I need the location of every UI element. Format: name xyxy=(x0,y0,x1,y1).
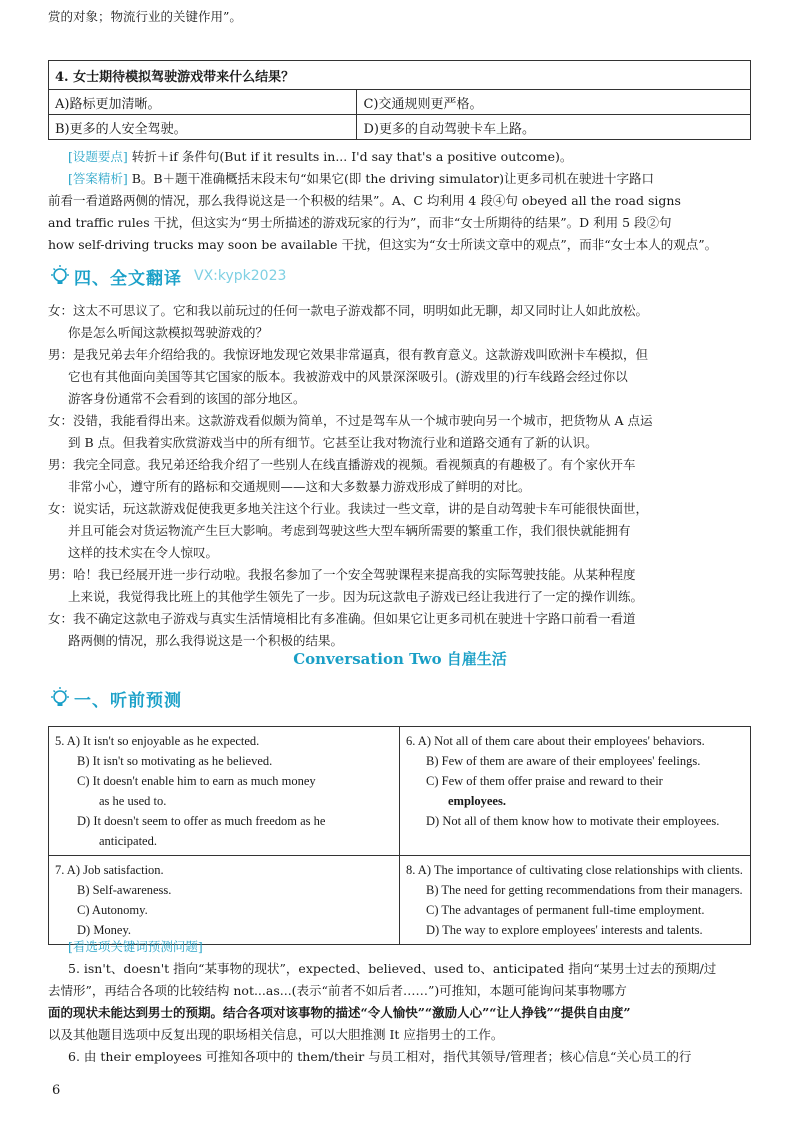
q6-option-c-cont: employees. xyxy=(448,794,506,808)
conversation-title: Conversation Two 自雇生活 xyxy=(293,650,507,668)
q5-option-a: 5. A) It isn't so enjoyable as he expected. xyxy=(55,734,260,748)
q8-option-c: C) The advantages of permanent full-time employment. xyxy=(426,903,705,917)
translation-line: 游客身份通常不会看到的该国的部分地区。 xyxy=(68,391,306,406)
lightbulb-icon xyxy=(48,686,72,710)
q4-option-c: C)交通规则更严格。 xyxy=(357,90,751,115)
keyword-p5-line: 面的现状未能达到男士的预期。结合各项对该事物的描述“令人愉快”“激励人心”“让人挣钱”“提供自由度” xyxy=(48,1005,631,1020)
q5-option-d: D) It doesn't seem to offer as much freedom as he xyxy=(77,814,326,828)
translation-line: 女：说实话，玩这款游戏促使我更多地关注这个行业。我读过一些文章，讲的是自动驾驶卡车可能很快面世， xyxy=(48,501,649,516)
keyword-p6-line: 6. 由 their employees 可推知各项中的 them/their 与员工相对，指代其领导/管理者；核心信息“关心员工的行 xyxy=(68,1049,692,1064)
lightbulb-icon xyxy=(48,264,72,288)
prediction-table xyxy=(48,726,751,945)
q7-option-a: 7. A) Job satisfaction. xyxy=(55,863,164,877)
section-title: 四、全文翻译 xyxy=(74,268,182,289)
q8-option-b: B) The need for getting recommendations from their managers. xyxy=(426,883,743,897)
translation-line: 女：我不确定这款电子游戏与真实生活情境相比有多准确。但如果它让更多司机在驶进十字路口前看一看道 xyxy=(48,611,636,626)
watermark: VX:kypk2023 xyxy=(194,268,287,284)
translation-line: 这样的技术实在令人惊叹。 xyxy=(68,545,219,560)
section-prediction-header xyxy=(48,686,182,710)
translation-line: 上来说，我觉得我比班上的其他学生领先了一步。因为玩这款电子游戏已经让我进行了一定的操作训练。 xyxy=(68,589,644,604)
q4-option-b: B)更多的人安全驾驶。 xyxy=(49,115,357,140)
q7-option-c: C) Autonomy. xyxy=(77,903,148,917)
q5-option-c-cont: as he used to. xyxy=(99,794,167,808)
q8-option-a: 8. A) The importance of cultivating close relationships with clients. xyxy=(406,863,743,877)
q6-option-a: 6. A) Not all of them care about their employees' behaviors. xyxy=(406,734,705,748)
translation-line: 它也有其他面向美国等其它国家的版本。我被游戏中的风景深深吸引。(游戏里的)行车线路会经过你以 xyxy=(68,369,628,384)
q4-option-d: D)更多的自动驾驶卡车上路。 xyxy=(357,115,751,140)
translation-line: 男：是我兄弟去年介绍给我的。我惊讶地发现它效果非常逼真，很有教育意义。这款游戏叫欧洲卡车模拟，但 xyxy=(48,347,649,362)
section-full-translation-header xyxy=(48,264,286,288)
answer-line-1: [答案精析] B。B＋题干准确概括末段末句“如果它(即 the driving simulator)让更多司机在驶进十字路口 xyxy=(68,171,655,186)
keyword-p5-line: 5. isn't、doesn't 指向“某事物的现状”，expected、believed、used to、anticipated 指向“某男士过去的预期/过 xyxy=(68,961,717,976)
translation-line: 你是怎么听闻这款模拟驾驶游戏的？ xyxy=(68,325,269,340)
answer-line-4: how self-driving trucks may soon be available 干扰，但这实为“女士所读文章中的观点”，而非“女士本人的观点”。 xyxy=(48,237,718,252)
answer-label: [答案精析] xyxy=(68,171,128,186)
q6-cell xyxy=(400,727,751,856)
translation-line: 男：我完全同意。我兄弟还给我介绍了一些别人在线直播游戏的视频。看视频真的有趣极了。有个家伙开车 xyxy=(48,457,636,472)
keyword-label: [看选项关键词预测问题] xyxy=(68,939,203,954)
q4-question: 4. 女士期待模拟驾驶游戏带来什么结果？ xyxy=(49,61,751,90)
q5-option-d-cont: anticipated. xyxy=(99,834,157,848)
translation-line: 并且可能会对货运物流产生巨大影响。考虑到驾驶这些大型车辆所需要的繁重工作，我们很快就能拥有 xyxy=(68,523,631,538)
q4-option-a: A)路标更加清晰。 xyxy=(49,90,357,115)
q4-table xyxy=(48,60,751,140)
translation-line: 女：没错，我能看得出来。这款游戏看似颇为简单，不过是驾车从一个城市驶向另一个城市，把货物从 A 点运 xyxy=(48,413,653,428)
q8-cell xyxy=(400,856,751,945)
translation-line: 男：哈！我已经展开进一步行动啦。我报名参加了一个安全驾驶课程来提高我的实际驾驶技能。从某种程度 xyxy=(48,567,636,582)
section-title: 一、听前预测 xyxy=(74,690,182,711)
q5-option-b: B) It isn't so motivating as he believed. xyxy=(77,754,273,768)
q6-option-c: C) Few of them offer praise and reward to their xyxy=(426,774,663,788)
q7-option-b: B) Self-awareness. xyxy=(77,883,172,897)
translation-line: 非常小心，遵守所有的路标和交通规则——这和大多数暴力游戏形成了鲜明的对比。 xyxy=(68,479,531,494)
translation-line: 到 B 点。但我着实欣赏游戏当中的所有细节。它甚至让我对物流行业和道路交通有了新的认识。 xyxy=(68,435,598,450)
keyword-p5-line: 以及其他题目选项中反复出现的职场相关信息，可以大胆推测 It 应指男士的工作。 xyxy=(48,1027,504,1042)
q7-option-d: D) Money. xyxy=(77,923,132,937)
q7-cell xyxy=(49,856,400,945)
q6-option-b: B) Few of them are aware of their employees' feelings. xyxy=(426,754,701,768)
answer-line-2: 前看一看道路两侧的情况，那么我得说这是一个积极的结果”。A、C 均利用 4 段④句 obeyed all the road signs xyxy=(48,193,681,208)
design-label: [设题要点] xyxy=(68,149,128,164)
top-line: 赏的对象；物流行业的关键作用”。 xyxy=(48,9,242,24)
keyword-p5-line: 去情形”，再结合各项的比较结构 not...as...(表示“前者不如后者……”)可推知，本题可能询问某事物哪方 xyxy=(48,983,627,998)
q8-option-d: D) The way to explore employees' interests and talents. xyxy=(426,923,703,937)
translation-line: 女：这太不可思议了。它和我以前玩过的任何一款电子游戏都不同，明明如此无聊，却又同时让人如此放松。 xyxy=(48,303,649,318)
q5-cell xyxy=(49,727,400,856)
q5-option-c: C) It doesn't enable him to earn as much money xyxy=(77,774,316,788)
design-points xyxy=(68,146,572,167)
page-number: 6 xyxy=(52,1083,61,1098)
q6-option-d: D) Not all of them know how to motivate their employees. xyxy=(426,814,720,828)
answer-line-3: and traffic rules 干扰，但这实为“男士所描述的游戏玩家的行为”，而非“女士所期待的结果”。D 利用 5 段②句 xyxy=(48,215,672,230)
design-text: 转折＋if 条件句(But if it results in... I'd say that's a positive outcome)。 xyxy=(127,149,573,164)
translation-line: 路两侧的情况，那么我得说这是一个积极的结果。 xyxy=(68,633,344,648)
